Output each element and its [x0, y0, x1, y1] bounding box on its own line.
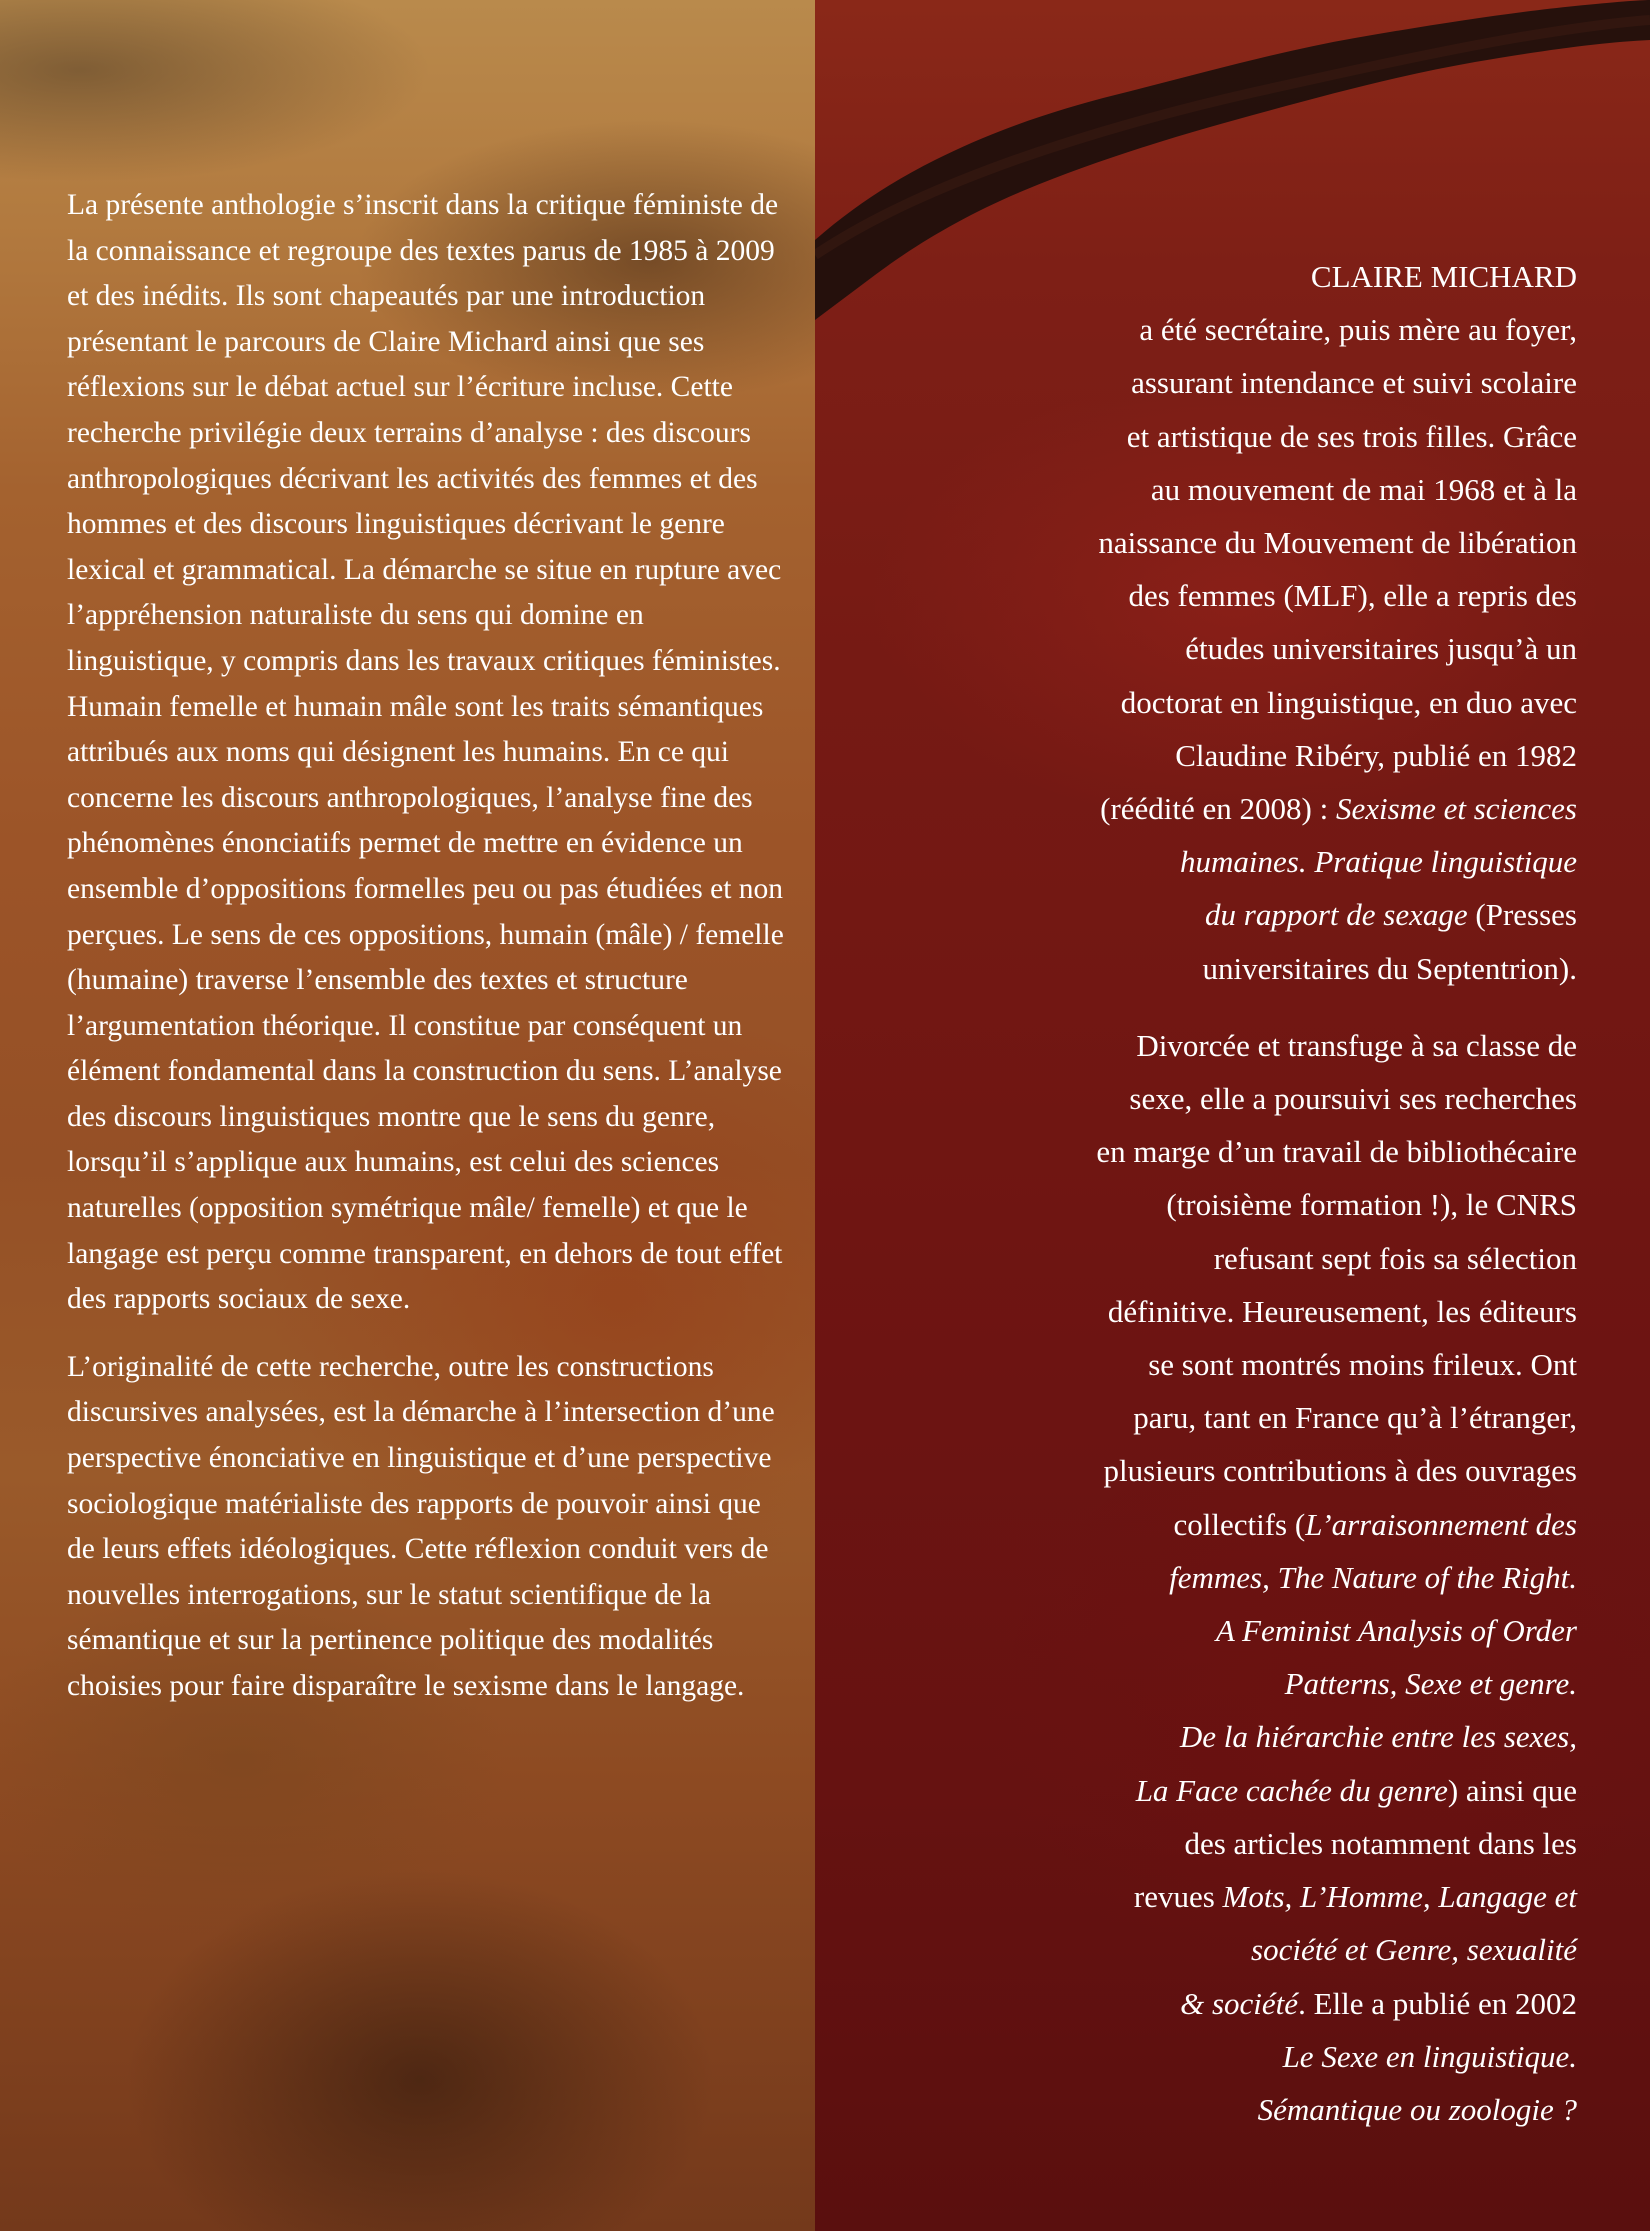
bio-line: a été secrétaire, puis mère au foyer, — [1139, 312, 1577, 348]
book-title: Sexisme et sciences — [1336, 791, 1577, 827]
bio-line — [815, 1977, 1577, 2030]
bio-line: paru, tant en France qu’à l’étranger, — [1133, 1400, 1577, 1436]
right-panel — [815, 0, 1650, 2231]
bio-line: assurant intendance et suivi scolaire — [1131, 365, 1577, 401]
bio-text: . Elle a publié en 2002 — [1298, 1985, 1577, 2021]
bio-line: Divorcée et transfuge à sa classe de — [1136, 1027, 1577, 1063]
bio-line: plusieurs contributions à des ouvrages — [1103, 1453, 1577, 1489]
bio-line: en marge d’un travail de bibliothécaire — [1096, 1134, 1577, 1170]
bio-line — [815, 782, 1577, 835]
anthology-summary — [67, 183, 787, 1710]
book-title: La Face cachée du genre — [1135, 1772, 1448, 1808]
bio-line: se sont montrés moins frileux. Ont — [1148, 1347, 1577, 1383]
bio-line: (troisième formation !), le CNRS — [1166, 1187, 1577, 1223]
bio-line: doctorat en linguistique, en duo avec — [1120, 684, 1577, 720]
bio-line — [815, 1923, 1577, 1976]
bio-paragraph-1 — [815, 250, 1577, 995]
bio-text: (Presses — [1467, 897, 1577, 933]
bio-line — [815, 1764, 1577, 1817]
bio-line — [815, 1710, 1577, 1763]
bio-line — [815, 1657, 1577, 1710]
bio-line — [815, 1551, 1577, 1604]
bio-text: ) ainsi que — [1447, 1772, 1577, 1808]
bio-line: Claudine Ribéry, publié en 1982 — [1175, 737, 1577, 773]
author-biography — [815, 250, 1577, 2136]
book-title: Le Sexe en linguistique. — [1282, 2038, 1577, 2074]
bio-line — [815, 1604, 1577, 1657]
bio-line: naissance du Mouvement de libération — [1098, 525, 1577, 561]
bio-line: études universitaires jusqu’à un — [1185, 631, 1577, 667]
bio-line: au mouvement de mai 1968 et à la — [1150, 471, 1577, 507]
book-title: A Feminist Analysis of Order — [1215, 1613, 1577, 1649]
bio-line: des articles notamment dans les — [1184, 1825, 1577, 1861]
author-name: CLAIRE MICHARD — [1310, 259, 1577, 294]
bio-line — [815, 888, 1577, 941]
bio-line: refusant sept fois sa sélection — [1213, 1240, 1577, 1276]
book-title: De la hiérarchie entre les sexes, — [1179, 1719, 1577, 1755]
bio-line — [815, 835, 1577, 888]
bio-text: revues — [1133, 1879, 1223, 1915]
book-title: femmes, The Nature of the Right. — [1169, 1559, 1577, 1595]
journal-titles: Mots, L’Homme, Langage et — [1222, 1879, 1577, 1915]
bio-line — [815, 1498, 1577, 1551]
bio-line: sexe, elle a poursuivi ses recherches — [1129, 1081, 1577, 1117]
bio-line: définitive. Heureusement, les éditeurs — [1107, 1293, 1577, 1329]
bio-line: des femmes (MLF), elle a repris des — [1128, 578, 1577, 614]
book-title: Sémantique ou zoologie ? — [1257, 2091, 1577, 2127]
left-panel — [0, 0, 815, 2231]
bio-line: et artistique de ses trois filles. Grâce — [1126, 418, 1577, 454]
journal-titles: société et Genre, sexualité — [1251, 1932, 1577, 1968]
bio-line: universitaires du Septentrion). — [1202, 950, 1577, 986]
bio-text: (réédité en 2008) : — [1100, 791, 1336, 827]
summary-paragraph-1: La présente anthologie s’inscrit dans la critique féministe de la connaissance et regroupe des textes parus de 1985 à 2009 et des inédits. Ils sont chapeautés par une introduction présentant le parcours de Claire Michard ainsi que ses réflexions sur le débat actuel sur l’écriture incluse. Cette recherche privilégie deux terrains d’analyse : des discours anthropologiques décrivant les activités des femmes et des hommes et des discours linguistiques décrivant le genre lexical et grammatical. La démarche se situe en rupture avec l’appréhension naturaliste du sens qui domine en linguistique, y compris dans les travaux critiques féministes. Humain femelle et humain mâle sont les traits sémantiques attribués aux noms qui désignent les humains. En ce qui concerne les discours anthropologiques, l’analyse fine des phénomènes énonciatifs permet de mettre en évidence un ensemble d’oppositions formelles peu ou pas étudiées et non perçues. Le sens de ces oppositions, humain (mâle) / femelle (humaine) traverse l’ensemble des textes et structure l’argumentation théorique. Il constitue par conséquent un élément fondamental dans la construction du sens. L’analyse des discours linguistiques montre que le sens du genre, lorsqu’il s’applique aux humains, est celui des sciences naturelles (opposition symétrique mâle/ femelle) et que le langage est perçu comme transparent, en dehors de tout effet des rapports sociaux de sexe. — [67, 189, 784, 1316]
bio-paragraph-2 — [815, 1019, 1577, 2136]
book-title: du rapport de sexage — [1205, 897, 1468, 933]
summary-paragraph-2: L’originalité de cette recherche, outre les constructions discursives analysées, est la démarche à l’intersection d’une perspective énonciative en linguistique et d’une perspective sociologique matérialiste des rapports de pouvoir ainsi que de leurs effets idéologiques. Cette réflexion conduit vers de nouvelles interrogations, sur le statut scientifique de la sémantique et sur la pertinence politique des modalités choisies pour faire disparaître le sexisme dans le langage. — [67, 1350, 775, 1702]
bio-text: collectifs ( — [1173, 1506, 1306, 1542]
book-title: L’arraisonnement des — [1305, 1506, 1577, 1542]
book-title: humaines. Pratique linguistique — [1180, 844, 1577, 880]
journal-titles: & société — [1180, 1985, 1299, 2021]
bio-line — [815, 2083, 1577, 2136]
book-title: Patterns, Sexe et genre. — [1284, 1666, 1577, 1702]
bio-line — [815, 1870, 1577, 1923]
bio-line — [815, 2030, 1577, 2083]
